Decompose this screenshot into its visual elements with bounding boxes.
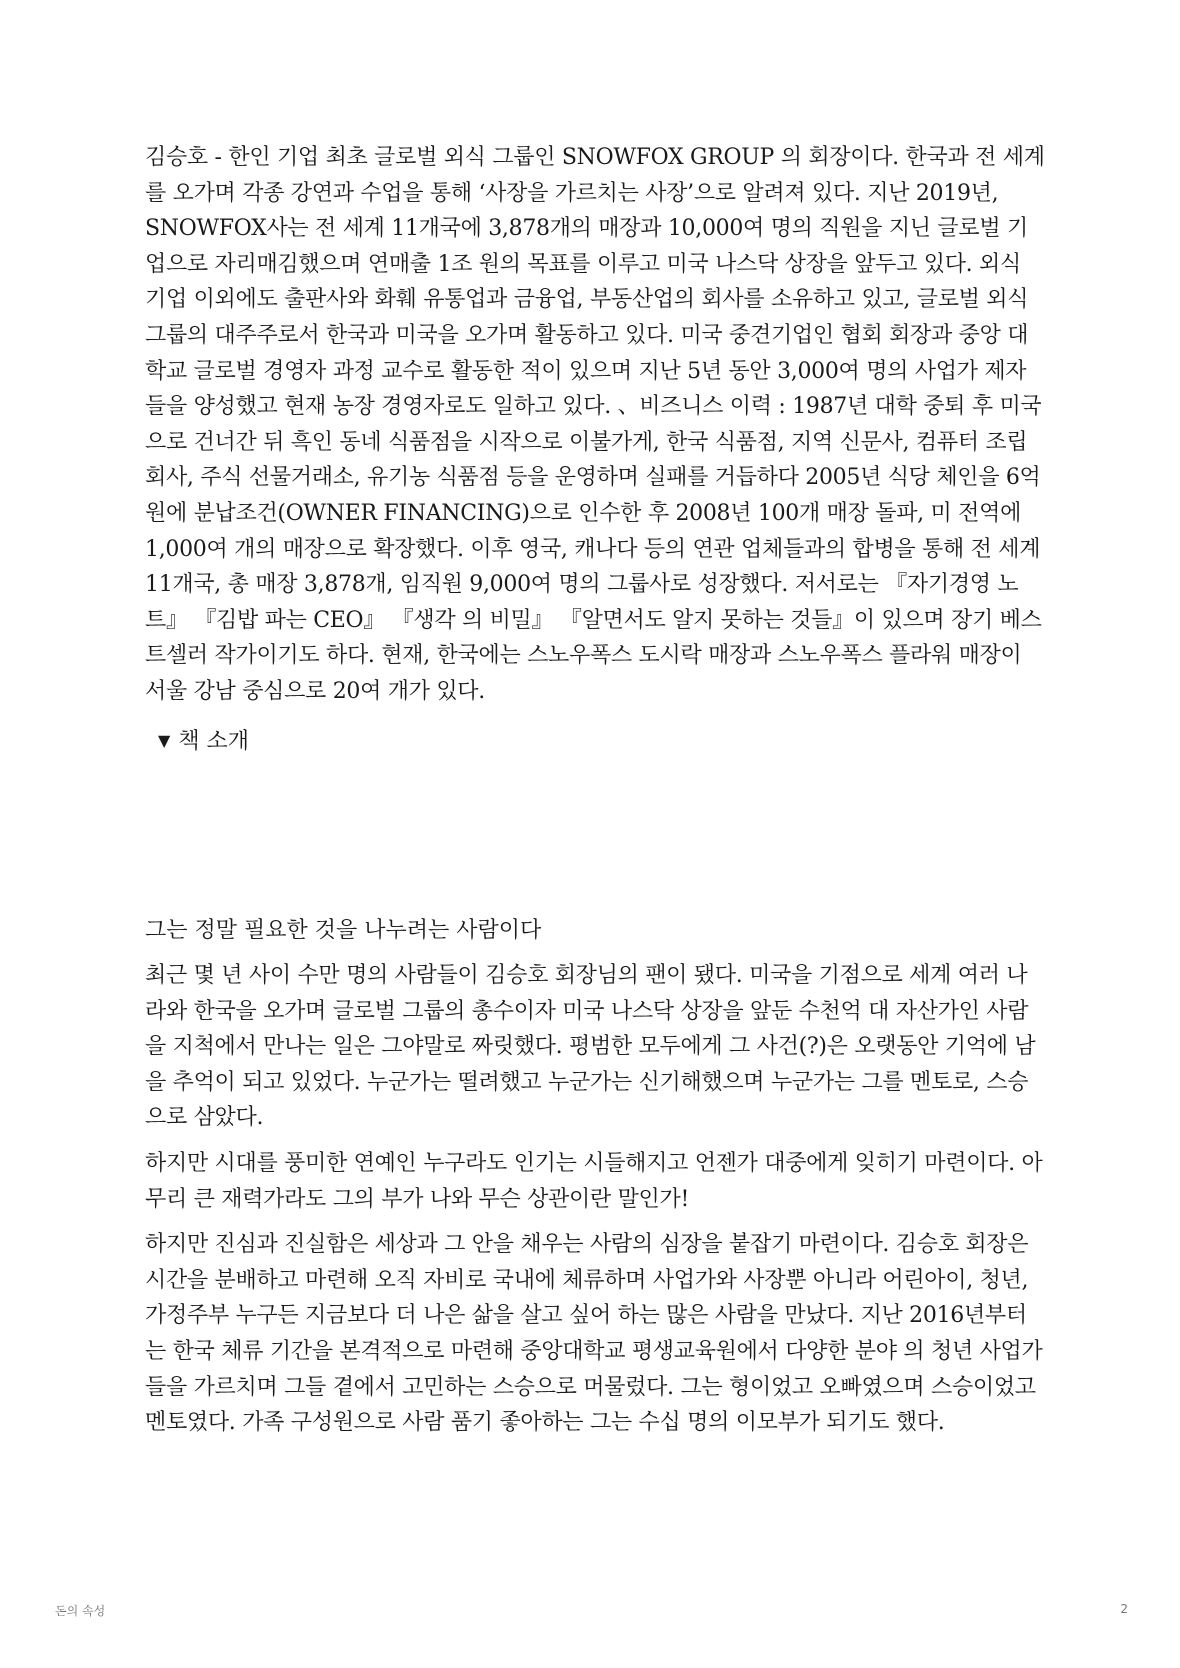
author-bio-section (145, 140, 1045, 759)
footer-book-title: 돈의 속성 (55, 1604, 106, 1618)
author-bio-paragraph: 김승호 - 한인 기업 최초 글로벌 외식 그룹인 SNOWFOX GROUP 의 회장이다. 한국과 전 세계를 오가며 각종 강연과 수업을 통해 ‘사장을 가르치는 사장’으로 알려져 있다. 지난 2019년, SNOWFOX사는 전 세계 11개국에 3,878개의 매장과 10,000여 명의 직원을 지닌 글로벌 기업으로 자리매김했으며 연매출 1조 원의 목표를 이루고 미국 나스닥 상장을 앞두고 있다. 외식 기업 이외에도 출판사와 화훼 유통업과 금융업, 부동산업의 회사를 소유하고 있고, 글로벌 외식 그룹의 대주주로서 한국과 미국을 오가며 활동하고 있다. 미국 중견기업인 협회 회장과 중앙 대학교 글로벌 경영자 과정 교수로 활동한 적이 있으며 지난 5년 동안 3,000여 명의 사업가 제자들을 양성했고 현재 농장 경영자로도 일하고 있다. 、비즈니스 이력 : 1987년 대학 중퇴 후 미국으로 건너간 뒤 흑인 동네 식품점을 시작으로 이불가게, 한국 식품점, 지역 신문사, 컴퓨터 조립회사, 주식 선물거래소, 유기농 식품점 등을 운영하며 실패를 거듭하다 2005년 식당 체인을 6억 원에 분납조건(OWNER FINANCING)으로 인수한 후 2008년 100개 매장 돌파, 미 전역에 1,000여 개의 매장으로 확장했다. 이후 영국, 캐나다 등의 연관 업체들과의 합병을 통해 전 세계 11개국, 총 매장 3,878개, 임직원 9,000여 명의 그룹사로 성장했다. 저서로는 『자기경영 노트』 『김밥 파는 CEO』 『생각 의 비밀』 『알면서도 알지 못하는 것들』이 있으며 장기 베스트셀러 작가이기도 하다. 현재, 한국에는 스노우폭스 도시락 매장과 스노우폭스 플라워 매장이 서울 강남 중심으로 20여 개가 있다. (145, 145, 1045, 704)
section-paragraph-1: 최근 몇 년 사이 수만 명의 사람들이 김승호 회장님의 팬이 됐다. 미국을 기점으로 세계 여러 나라와 한국을 오가며 글로벌 그룹의 총수이자 미국 나스닥 상장을 앞둔 수천억 대 자산가인 사람을 지척에서 만나는 일은 그야말로 짜릿했다. 평범한 모두에게 그 사건(?)은 오랫동안 기억에 남을 추억이 되고 있었다. 누군가는 떨려했고 누군가는 신기해했으며 누군가는 그를 멘토로, 스승으로 삼았다. (145, 963, 1036, 1131)
triangle-down-icon: ▼ (158, 730, 171, 750)
book-intro-section (145, 913, 1045, 1451)
section-paragraph-3: 하지만 진심과 진실함은 세상과 그 안을 채우는 사람의 심장을 붙잡기 마련이다. 김승호 회장은 시간을 분배하고 마련해 오직 자비로 국내에 체류하며 사업가와 사장뿐 아니라 어린아이, 청년, 가정주부 누구든 지금보다 더 나은 삶을 살고 싶어 하는 많은 사람을 만났다. 지난 2016년부터는 한국 체류 기간을 본격적으로 마련해 중앙대학교 평생교육원에서 다양한 분야 의 청년 사업가들을 가르치며 그들 곁에서 고민하는 스승으로 머물렀다. 그는 형이었고 오빠였으며 스승이었고 멘토였다. 가족 구성원으로 사람 품기 좋아하는 그는 수십 명의 이모부가 되기도 했다. (145, 1232, 1043, 1436)
book-intro-toggle-label: 책 소개 (178, 728, 250, 754)
page-number: 2 (1120, 1602, 1128, 1616)
section-paragraph-2: 하지만 시대를 풍미한 연예인 누구라도 인기는 시들해지고 언젠가 대중에게 잊히기 마련이다. 아무리 큰 재력가라도 그의 부가 나와 무슨 상관이란 말인가! (145, 1150, 1043, 1212)
book-intro-toggle[interactable] (158, 724, 1045, 759)
section-heading: 그는 정말 필요한 것을 나누려는 사람이다 (145, 918, 542, 943)
